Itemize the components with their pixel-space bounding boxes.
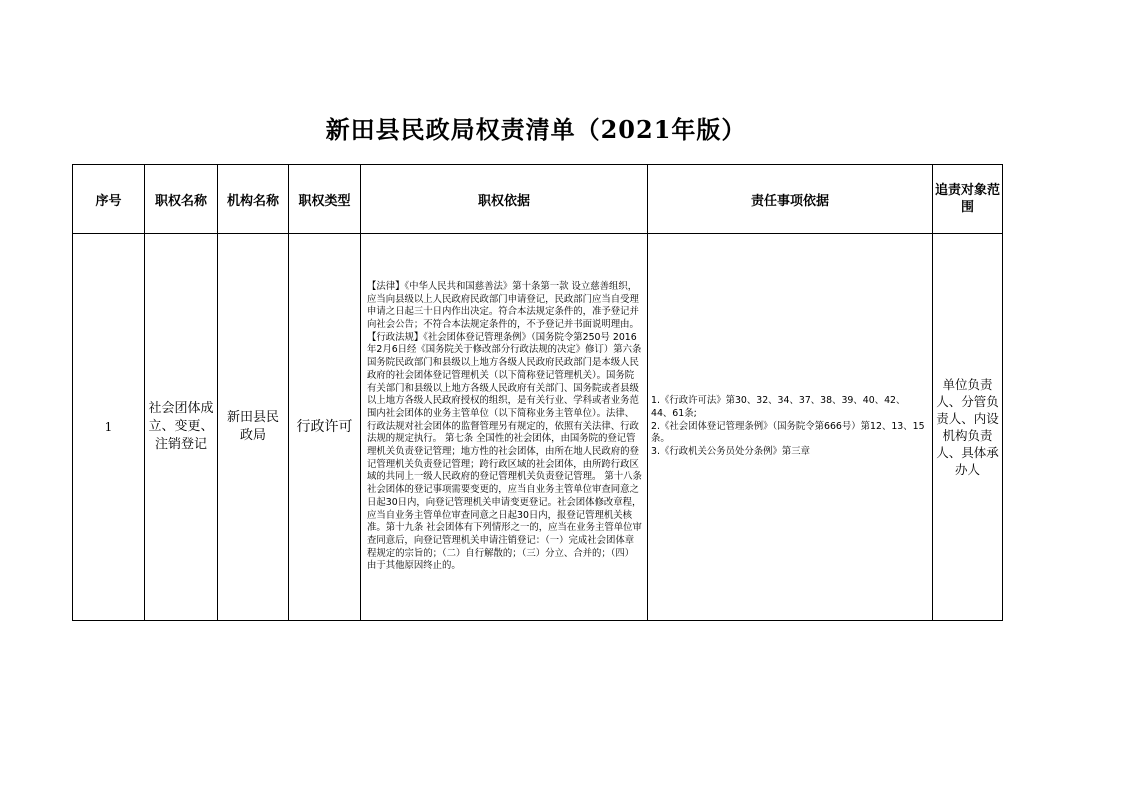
cell-power-type: 行政许可 bbox=[289, 234, 361, 621]
header-power-name: 职权名称 bbox=[145, 165, 218, 234]
header-power-type: 职权类型 bbox=[289, 165, 361, 234]
cell-seq: 1 bbox=[73, 234, 145, 621]
duty-basis-item: 3.《行政机关公务员处分条例》第三章 bbox=[651, 446, 810, 458]
table-row bbox=[73, 234, 1003, 621]
header-scope: 追责对象范围 bbox=[933, 165, 1003, 234]
power-list-table bbox=[72, 164, 1003, 621]
power-basis-regulation: 【行政法规】《社会团体登记管理条例》（国务院令第250号 2016年2月6日经《国务院关于修改部分行政法规的决定》修订）第六条 国务院民政部门和县级以上地方各级人民政府民政部门是本级人民政府的社会团体登记管理机关（以下简称登记管理机关）。国务院有关部门和县级以上地方各级人民政府有关部门、国务院或者县级以上地方各级人民政府授权的组织，是有关行业、学科或者业务范围内社会团体的业务主管单位（以下简称业务主管单位）。法律、行政法规对社会团体的监督管理另有规定的，依照有关法律、行政法规的规定执行。 第七条 全国性的社会团体，由国务院的登记管理机关负责登记管理；地方性的社会团体，由所在地人民政府的登记管理机关负责登记管理；跨行政区域的社会团体，由所跨行政区域的共同上一级人民政府的登记管理机关负责登记管理。 第十八条 社会团体的登记事项需要变更的，应当自业务主管单位审查同意之日起30日内，向登记管理机关申请变更登记。社会团体修改章程，应当自业务主管单位审查同意之日起30日内，报登记管理机关核准。第十九条 社会团体有下列情形之一的，应当在业务主管单位审查同意后，向登记管理机关申请注销登记：（一）完成社会团体章程规定的宗旨的；（二）自行解散的；（三）分立、合并的；（四）由于其他原因终止的。 bbox=[367, 331, 642, 572]
duty-basis-item: 2.《社会团体登记管理条例》（国务院令第666号）第12、13、15条。 bbox=[651, 420, 925, 445]
duty-basis-item: 1.《行政许可法》第30、32、34、37、38、39、40、42、44、61条; bbox=[651, 395, 906, 419]
cell-duty-basis bbox=[648, 234, 933, 621]
header-duty-basis: 责任事项依据 bbox=[648, 165, 933, 234]
cell-org-name: 新田县民政局 bbox=[218, 234, 289, 621]
header-org-name: 机构名称 bbox=[218, 165, 289, 234]
cell-scope: 单位负责人、分管负责人、内设机构负责人、具体承办人 bbox=[933, 234, 1003, 621]
power-basis-law: 【法律】《中华人民共和国慈善法》第十条第一款 设立慈善组织，应当向县级以上人民政府民政部门申请登记，民政部门应当自受理申请之日起三十日内作出决定。符合本法规定条件的，准予登记并向社会公告；不符合本法规定条件的，不予登记并书面说明理由。 bbox=[367, 280, 639, 331]
header-seq: 序号 bbox=[73, 165, 145, 234]
cell-power-basis bbox=[361, 234, 648, 621]
header-power-basis: 职权依据 bbox=[361, 165, 648, 234]
table-header-row bbox=[73, 165, 1003, 234]
page-title: 新田县民政局权责清单（2021年版） bbox=[325, 115, 747, 144]
cell-power-name: 社会团体成立、变更、注销登记 bbox=[145, 234, 218, 621]
